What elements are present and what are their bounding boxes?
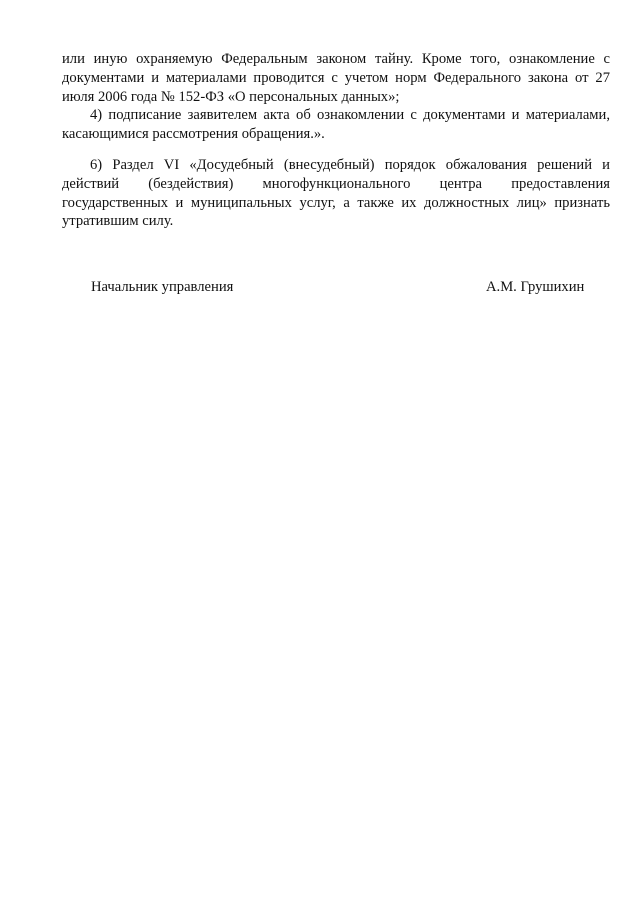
signature-title: Начальник управления [91, 279, 234, 295]
paragraph-continuation: или иную охраняемую Федеральным законом тайну. Кроме того, ознакомление с документами и материалами проводится с учетом норм Федерального закона от 27 июля 2006 года № 152-ФЗ «О персональных данных»; [62, 51, 610, 105]
paragraph-item-4: 4) подписание заявителем акта об ознакомлении с документами и материалами, касающимися рассмотрения обращения.». [62, 107, 610, 142]
paragraph-item-6: 6) Раздел VI «Досудебный (внесудебный) порядок обжалования решений и действий (бездействия) многофункционального центра предоставления государственных и муниципальных услуг, а также их должностных лиц» признать утратившим силу. [62, 157, 610, 230]
signature-name: А.М. Грушихин [486, 279, 585, 295]
